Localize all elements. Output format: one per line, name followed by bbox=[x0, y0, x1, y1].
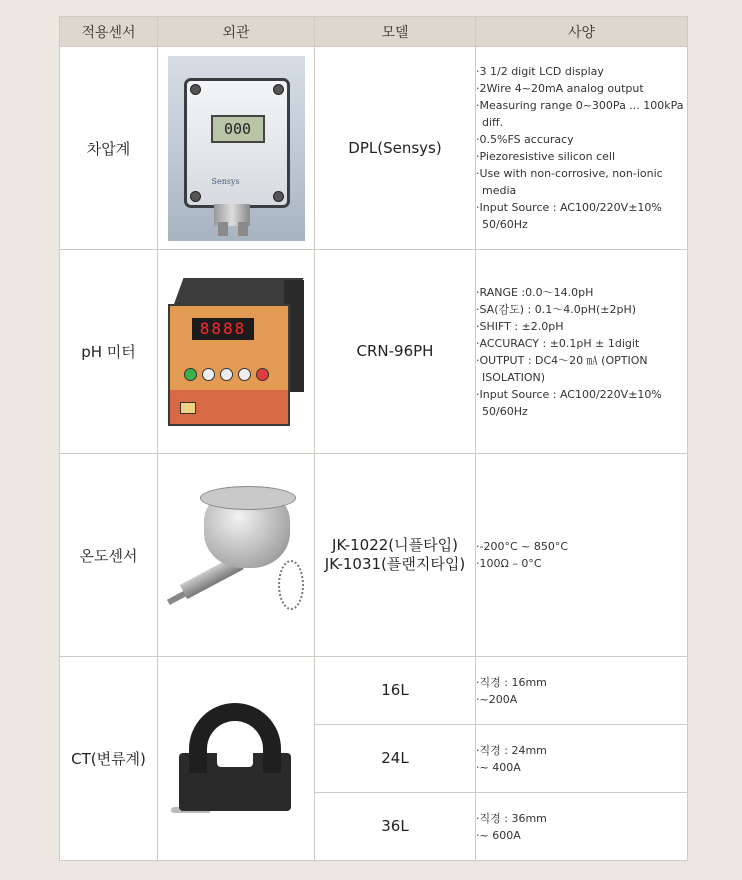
spec-item: · -200°C ~ 850°C bbox=[476, 538, 687, 555]
table-header-row bbox=[60, 17, 688, 47]
spec-item: · Measuring range 0~300Pa ... 100kPa diff. bbox=[476, 97, 687, 131]
spec-list bbox=[476, 63, 687, 233]
model-cell: 16L bbox=[315, 657, 476, 725]
spec-list bbox=[476, 538, 687, 572]
temperature-sensor-image bbox=[166, 480, 306, 630]
brand-label: Sensys bbox=[211, 176, 240, 186]
model-cell: 36L bbox=[315, 793, 476, 861]
ph-meter-image bbox=[166, 272, 306, 432]
model-name: JK-1022(니플타입) bbox=[332, 536, 458, 554]
spec-item: · ~ 600A bbox=[476, 827, 687, 844]
table-row bbox=[60, 657, 688, 725]
spec-cell bbox=[476, 454, 688, 657]
ph-display-readout: 8888 bbox=[192, 318, 254, 340]
spec-item: · 0.5%FS accuracy bbox=[476, 131, 687, 148]
sensor-name: 차압계 bbox=[60, 47, 158, 250]
header-spec: 사양 bbox=[476, 17, 688, 47]
table-row bbox=[60, 454, 688, 657]
table-row bbox=[60, 47, 688, 250]
spec-list bbox=[476, 284, 687, 420]
spec-item: · SHIFT : ±2.0pH bbox=[476, 318, 687, 335]
spec-item: · 직경 : 16mm bbox=[476, 674, 687, 691]
spec-item: · SA(감도) : 0.1～4.0pH(±2pH) bbox=[476, 301, 687, 318]
sensor-name: pH 미터 bbox=[60, 250, 158, 454]
spec-cell bbox=[476, 250, 688, 454]
model-cell bbox=[315, 47, 476, 250]
cal-button bbox=[180, 402, 196, 414]
photo-cell bbox=[158, 47, 315, 250]
spec-cell bbox=[476, 657, 688, 725]
sensor-spec-table bbox=[59, 16, 688, 861]
photo-cell bbox=[158, 454, 315, 657]
model-cell bbox=[315, 250, 476, 454]
header-appearance: 외관 bbox=[158, 17, 315, 47]
table-row bbox=[60, 250, 688, 454]
photo-cell bbox=[158, 657, 315, 861]
header-sensor: 적용센서 bbox=[60, 17, 158, 47]
spec-item: · ACCURACY : ±0.1pH ± 1digit bbox=[476, 335, 687, 352]
spec-cell bbox=[476, 47, 688, 250]
spec-item: · ~ 400A bbox=[476, 759, 687, 776]
spec-item: · Piezoresistive silicon cell bbox=[476, 148, 687, 165]
spec-item: · RANGE :0.0～14.0pH bbox=[476, 284, 687, 301]
spec-cell bbox=[476, 725, 688, 793]
current-transformer-image bbox=[171, 689, 301, 829]
model-name: CRN-96PH bbox=[356, 342, 434, 360]
spec-item: · ~200A bbox=[476, 691, 687, 708]
spec-list bbox=[476, 810, 687, 844]
spec-cell bbox=[476, 793, 688, 861]
spec-item: · 3 1/2 digit LCD display bbox=[476, 63, 687, 80]
photo-cell bbox=[158, 250, 315, 454]
spec-item: · Input Source : AC100/220V±10% 50/60Hz bbox=[476, 386, 687, 420]
spec-list bbox=[476, 674, 687, 708]
sensor-name: 온도센서 bbox=[60, 454, 158, 657]
sensor-name: CT(변류계) bbox=[60, 657, 158, 861]
spec-list bbox=[476, 742, 687, 776]
spec-item: · Input Source : AC100/220V±10% 50/60Hz bbox=[476, 199, 687, 233]
spec-item: · Use with non-corrosive, non-ionic media bbox=[476, 165, 687, 199]
model-cell: 24L bbox=[315, 725, 476, 793]
spec-item: · OUTPUT : DC4～20 ㎃ (OPTION ISOLATION) bbox=[476, 352, 687, 386]
lcd-readout: 000 bbox=[211, 115, 265, 143]
spec-item: · 2Wire 4~20mA analog output bbox=[476, 80, 687, 97]
spec-item: · 직경 : 36mm bbox=[476, 810, 687, 827]
header-model: 모델 bbox=[315, 17, 476, 47]
model-cell bbox=[315, 454, 476, 657]
model-name: JK-1031(플랜지타입) bbox=[324, 555, 466, 573]
differential-pressure-transmitter-image bbox=[168, 56, 305, 241]
model-name: DPL(Sensys) bbox=[348, 138, 442, 157]
spec-item: · 직경 : 24mm bbox=[476, 742, 687, 759]
spec-item: · 100Ω – 0°C bbox=[476, 555, 687, 572]
